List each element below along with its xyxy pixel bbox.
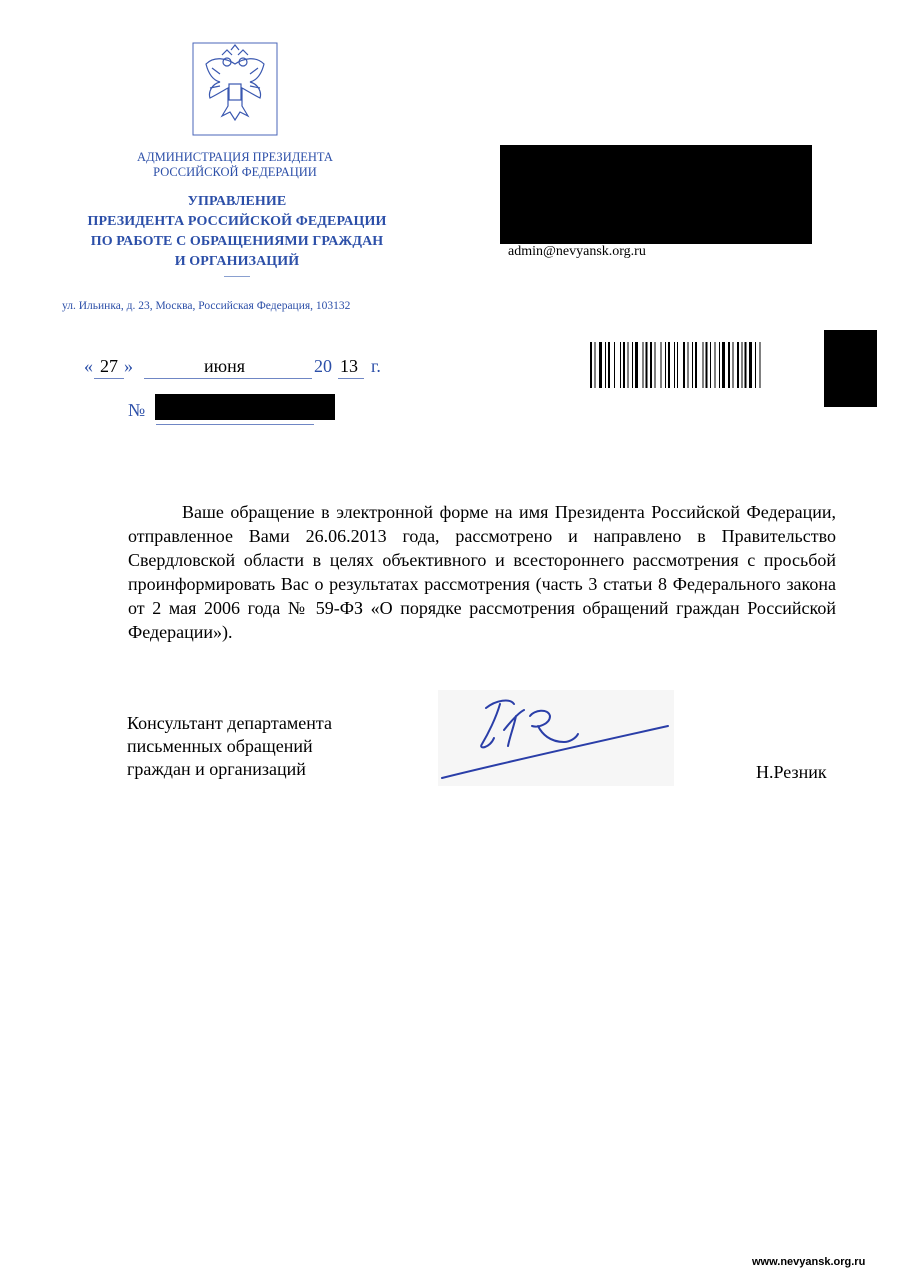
barcode-bar [710,342,711,388]
barcode-bar [760,342,761,388]
date-year: 13 [340,356,358,376]
administration-header [120,150,350,180]
header-divider [224,276,250,277]
barcode-bar [683,342,685,388]
barcode-bar [623,342,625,388]
barcode-bar [749,342,752,388]
handwritten-signature [438,690,674,786]
date-close-quote: » [124,356,133,376]
barcode-bar [719,342,720,388]
barcode-bar [643,342,644,388]
barcode-bar [703,342,704,388]
barcode-bar [742,342,743,388]
department-line: И ОРГАНИЗАЦИЙ [174,254,300,269]
barcode-bar [688,342,689,388]
letter-body [128,500,836,644]
barcode-bar [605,342,606,388]
department-header [72,192,402,272]
barcode-bar [665,342,666,388]
department-line: ПО РАБОТЕ С ОБРАЩЕНИЯМИ ГРАЖДАН [90,234,384,249]
barcode-bar [614,342,615,388]
barcode-bar [661,342,662,388]
barcode-bar [646,342,648,388]
barcode-bar [755,342,756,388]
barcode-bar [674,342,675,388]
date-year-underline [338,378,364,379]
barcode-bar [695,342,697,388]
administration-line-1: АДМИНИСТРАЦИЯ ПРЕЗИДЕНТА [137,150,333,164]
barcode-bar [706,342,708,388]
barcode-bar [655,342,656,388]
barcode-bar [590,342,592,388]
barcode [590,342,814,388]
barcode-bar [692,342,693,388]
date-open-quote: « [84,356,93,376]
barcode-bar [628,342,629,388]
redacted-number [155,394,335,420]
barcode-bar [632,342,633,388]
number-underline [156,424,314,425]
signatory-title [127,712,332,781]
barcode-bar [677,342,678,388]
signatory-title-line: Консультант департамента [127,713,332,733]
recipient-email: admin@nevyansk.org.ru [508,244,646,259]
body-paragraph: Ваше обращение в электронной форме на имя Президента Российской Федерации, отправленное Вами 26.06.2013 года, рассмотрено и направлено в Правительство Свердловской области в целях объективного и всестороннего рассмотрения с просьбой проинформировать Вас о результатах рассмотрения (часть 3 статьи 8 Федерального закона от 2 мая 2006 года № 59-ФЗ «О порядке рассмотрения обращений граждан Российской Федерации»). [128,502,836,642]
department-line: ПРЕЗИДЕНТА РОССИЙСКОЙ ФЕДЕРАЦИИ [87,214,387,229]
date-suffix: г. [371,356,381,376]
signatory-title-line: граждан и организаций [127,759,306,779]
barcode-bar [668,342,670,388]
number-label: № [128,400,146,420]
watermark-url: www.nevyansk.org.ru [752,1256,866,1268]
redacted-recipient [500,145,812,244]
barcode-bar [733,342,734,388]
barcode-bar [745,342,747,388]
letterhead-address: ул. Ильинка, д. 23, Москва, Российская Федерация, 103132 [62,300,351,312]
administration-line-2: РОССИЙСКОЙ ФЕДЕРАЦИИ [153,165,317,179]
barcode-bar [715,342,716,388]
barcode-bar [737,342,739,388]
date-month-underline [144,378,312,379]
barcode-bar [595,342,596,388]
barcode-bar [635,342,638,388]
barcode-bar [728,342,730,388]
redacted-stamp [824,330,877,407]
barcode-bar [608,342,610,388]
signatory-name: Н.Резник [756,762,827,782]
barcode-bar [620,342,621,388]
date-month: июня [204,356,245,376]
barcode-bar [722,342,725,388]
barcode-bar [650,342,652,388]
date-century: 20 [314,356,332,376]
department-line: УПРАВЛЕНИЕ [187,194,287,209]
date-day-underline [94,378,124,379]
date-day: 27 [100,356,118,376]
russian-coat-of-arms-icon [192,42,278,136]
signatory-title-line: письменных обращений [127,736,313,756]
barcode-bar [599,342,602,388]
